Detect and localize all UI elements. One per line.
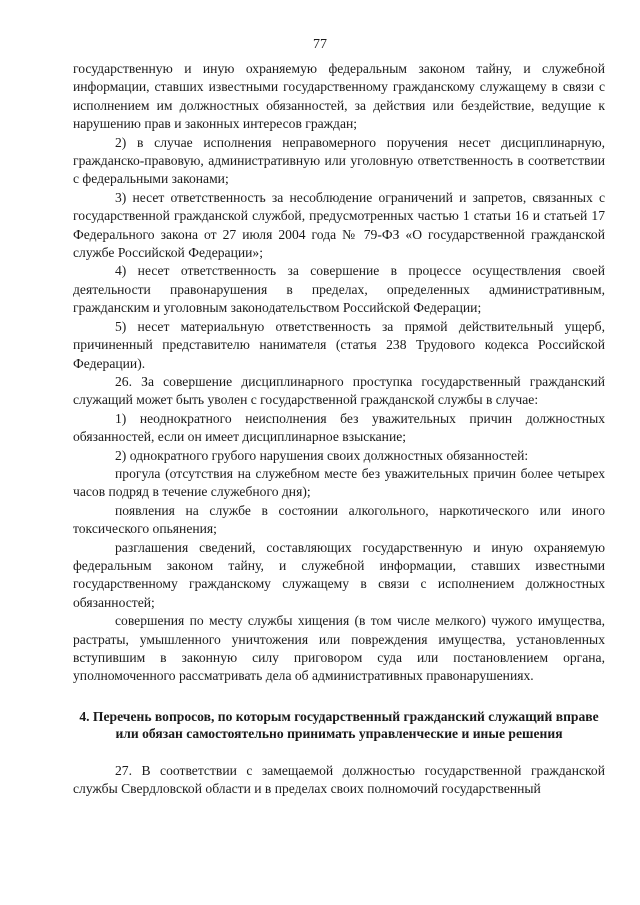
paragraph: совершения по месту службы хищения (в том числе мелкого) чужого имущества, растраты, умышленного уничтожения или повреждения имущества, установленных вступившим в законную силу приговором суда или постановлением органа, уполномоченного рассматривать дела об административных правонарушениях. (73, 613, 605, 684)
paragraph: 3) несет ответственность за несоблюдение ограничений и запретов, связанных с государственной гражданской службой, предусмотренных частью 1 статьи 16 и статьей 17 Федерального закона от 27 июля 2004 года № 79-ФЗ «О государственной гражданской службе Российской Федерации»; (73, 189, 605, 261)
paragraph: 4) несет ответственность за совершение в процессе осуществления своей деятельности правонарушения в пределах, определенных административным, гражданским и уголовным законодательством Российской Федерации; (73, 263, 605, 316)
paragraph: 5) несет материальную ответственность за прямой действительный ущерб, причиненный представителю нанимателя (статья 238 Трудового кодекса Российской Федерации). (73, 318, 605, 371)
paragraph: прогула (отсутствия на служебном месте без уважительных причин более четырех часов подряд в течение служебного дня); (73, 465, 605, 500)
paragraph: 27. В соответствии с замещаемой должностью государственной гражданской службы Свердловской области и в пределах своих полномочий государственный (73, 762, 605, 797)
paragraph: 2) однократного грубого нарушения своих должностных обязанностей: (115, 447, 529, 463)
paragraph: появления на службе в состоянии алкогольного, наркотического или иного токсического опьянения; (73, 502, 605, 537)
paragraph: разглашения сведений, составляющих государственную и иную охраняемую федеральным законом тайну, и служебной информации, ставших известными государственному гражданскому служащему в связи с исполнением должностных обязанностей; (73, 539, 605, 610)
paragraph: 1) неоднократного неисполнения без уважительных причин должностных обязанностей, если он имеет дисциплинарное взыскание; (73, 410, 605, 445)
section-heading: 4. Перечень вопросов, по которым государственный гражданский служащий вправе или обязан самостоятельно принимать управленческие и иные решения (79, 708, 599, 741)
paragraph: 2) в случае исполнения неправомерного поручения несет дисциплинарную, гражданско-правовую, административную или уголовную ответственность в соответствии с федеральными законами; (73, 134, 605, 187)
paragraph: государственную и иную охраняемую федеральным законом тайну, и служебной информации, ставших известными государственному гражданскому служащему в связи с исполнением им должностных обязанностей, за действия или бездействие, ведущие к нарушению прав и законных интересов граждан; (73, 61, 605, 132)
paragraph: 26. За совершение дисциплинарного проступка государственный гражданский служащий может быть уволен с государственной гражданской службы в случае: (73, 373, 605, 408)
page-number: 77 (313, 37, 327, 52)
document-body (73, 60, 605, 799)
